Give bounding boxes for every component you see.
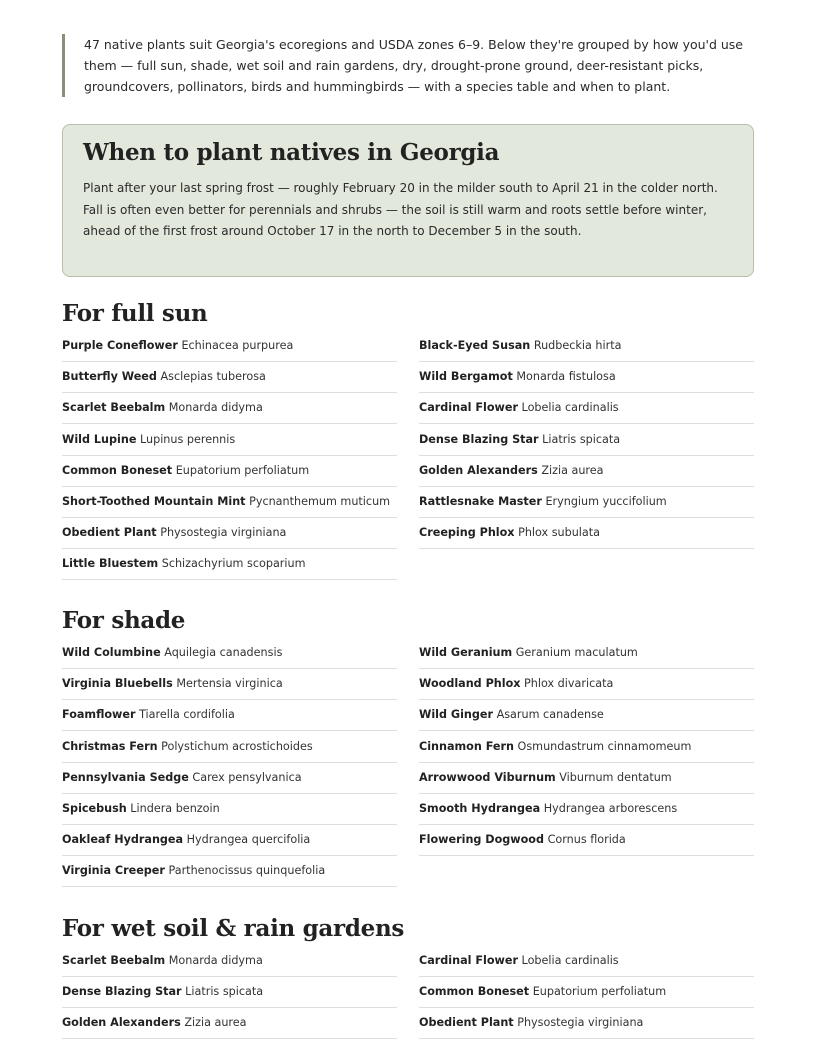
plant-scientific-name: Osmundastrum cinnamomeum — [517, 739, 692, 753]
plant-scientific-name: Geranium maculatum — [515, 646, 638, 659]
plant-common-name: Obedient Plant — [62, 526, 157, 540]
plant-scientific-name: Monarda didyma — [168, 954, 263, 967]
plant-common-name: Wild Columbine — [62, 646, 161, 659]
plant-scientific-name: Carex pensylvanica — [192, 770, 302, 784]
plant-scientific-name: Tiarella cordifolia — [139, 708, 235, 722]
plant-scientific-name: Asclepias tuberosa — [160, 370, 266, 384]
plant-list-item — [62, 394, 397, 424]
plant-common-name: Purple Coneflower — [62, 339, 178, 352]
plant-list-item — [419, 670, 754, 700]
plant-list-item — [62, 701, 397, 731]
plant-scientific-name: Zizia aurea — [541, 463, 604, 477]
section-title: For wet soil & rain gardens — [62, 915, 405, 942]
plant-list-item — [419, 701, 754, 731]
callout-title: When to plant natives in Georgia — [83, 139, 500, 166]
plant-scientific-name: Lobelia cardinalis — [521, 401, 619, 415]
plant-common-name: Christmas Fern — [62, 739, 158, 753]
plant-list-item — [62, 733, 397, 763]
plant-scientific-name: Phlox subulata — [518, 526, 601, 540]
plant-scientific-name: Hydrangea arborescens — [543, 801, 678, 815]
plant-common-name: Butterfly Weed — [62, 370, 157, 384]
plant-list-item — [419, 947, 754, 977]
plant-list-item — [62, 519, 397, 549]
plant-scientific-name: Rudbeckia hirta — [533, 339, 622, 352]
plant-scientific-name: Mertensia virginica — [176, 677, 283, 691]
plant-list-item — [62, 639, 397, 669]
plant-common-name: Black-Eyed Susan — [419, 339, 531, 352]
plant-scientific-name: Lupinus perennis — [139, 432, 236, 446]
plant-common-name: Golden Alexanders — [62, 1016, 181, 1030]
plant-common-name: Cardinal Flower — [419, 401, 518, 415]
plant-column-right — [419, 639, 754, 857]
plant-scientific-name: Cornus florida — [547, 833, 626, 847]
plant-scientific-name: Asarum canadense — [496, 708, 604, 722]
plant-common-name: Cinnamon Fern — [419, 739, 514, 753]
plant-common-name: Creeping Phlox — [419, 526, 515, 540]
plant-scientific-name: Polystichum acrostichoides — [161, 739, 313, 753]
plant-list-item — [62, 457, 397, 487]
plant-scientific-name: Eryngium yuccifolium — [545, 494, 667, 508]
plant-scientific-name: Eupatorium perfoliatum — [175, 463, 310, 477]
plant-list-item — [419, 426, 754, 456]
plant-common-name: Dense Blazing Star — [419, 432, 539, 446]
plant-list-item — [419, 332, 754, 362]
plant-scientific-name: Eupatorium perfoliatum — [532, 985, 667, 999]
plant-scientific-name: Lobelia cardinalis — [521, 954, 619, 967]
planting-time-callout — [62, 124, 754, 277]
section-full-sun — [62, 296, 754, 571]
plant-column-left — [62, 332, 397, 582]
section-shade — [62, 603, 754, 878]
callout-body: Plant after your last spring frost — roughly February 20 in the milder south to April 21 in the colder north. Fall is often even better for perennials and shrubs — the soil is still warm and roots settle before winter, ahead of the first frost around October 17 in the north to December 5 in the south. — [83, 181, 718, 238]
plant-common-name: Wild Geranium — [419, 646, 513, 659]
plant-scientific-name: Liatris spicata — [542, 432, 621, 446]
plant-list-item — [419, 733, 754, 763]
plant-scientific-name: Hydrangea quercifolia — [186, 833, 311, 847]
plant-common-name: Wild Bergamot — [419, 370, 513, 384]
plant-common-name: Virginia Bluebells — [62, 677, 173, 691]
plant-list-item — [62, 488, 397, 518]
plant-list-item — [419, 363, 754, 393]
plant-list-item — [62, 332, 397, 362]
section-title: For full sun — [62, 300, 208, 327]
intro-paragraph: 47 native plants suit Georgia's ecoregions and USDA zones 6–9. Below they're grouped by how you'd use them — full sun, shade, wet soil and rain gardens, dry, drought-prone ground, deer-resistant picks, groundcovers, pollinators, birds and hummingbirds — with a species table and when to plant. — [62, 34, 754, 97]
plant-common-name: Short-Toothed Mountain Mint — [62, 494, 246, 508]
plant-common-name: Golden Alexanders — [419, 463, 538, 477]
plant-list-item — [419, 1009, 754, 1039]
section-wet-soil — [62, 911, 754, 1030]
plant-common-name: Wild Ginger — [419, 708, 494, 722]
plant-scientific-name: Liatris spicata — [185, 985, 264, 999]
plant-scientific-name: Monarda didyma — [168, 401, 263, 415]
plant-scientific-name: Monarda fistulosa — [516, 370, 616, 384]
plant-scientific-name: Aquilegia canadensis — [164, 646, 283, 659]
plant-column-left — [62, 947, 397, 1041]
plant-common-name: Common Boneset — [419, 985, 530, 999]
plant-common-name: Arrowwood Viburnum — [419, 770, 556, 784]
plant-list-item — [62, 857, 397, 887]
plant-list-item — [419, 795, 754, 825]
plant-list-item — [62, 947, 397, 977]
plant-list-item — [62, 550, 397, 580]
plant-common-name: Oakleaf Hydrangea — [62, 833, 184, 847]
plant-list-item — [419, 826, 754, 856]
plant-list-item — [419, 519, 754, 549]
plant-scientific-name: Echinacea purpurea — [181, 339, 294, 352]
plant-list-item — [62, 978, 397, 1008]
plant-common-name: Common Boneset — [62, 463, 173, 477]
plant-common-name: Flowering Dogwood — [419, 833, 545, 847]
plant-common-name: Cardinal Flower — [419, 954, 518, 967]
plant-list-item — [419, 764, 754, 794]
plant-common-name: Pennsylvania Sedge — [62, 770, 189, 784]
plant-common-name: Virginia Creeper — [62, 864, 165, 878]
plant-common-name: Scarlet Beebalm — [62, 401, 166, 415]
plant-scientific-name: Lindera benzoin — [130, 801, 220, 815]
plant-list-item — [62, 764, 397, 794]
plant-common-name: Rattlesnake Master — [419, 494, 542, 508]
plant-column-right — [419, 332, 754, 550]
plant-scientific-name: Phlox divaricata — [524, 677, 614, 691]
plant-list-item — [62, 1009, 397, 1039]
plant-common-name: Foamflower — [62, 708, 136, 722]
plant-common-name: Little Bluestem — [62, 557, 159, 571]
plant-list-item — [62, 826, 397, 856]
plant-scientific-name: Parthenocissus quinquefolia — [168, 864, 326, 878]
plant-common-name: Scarlet Beebalm — [62, 954, 166, 967]
plant-list-item — [62, 670, 397, 700]
plant-list-item — [419, 394, 754, 424]
plant-common-name: Spicebush — [62, 801, 127, 815]
plant-list-item — [419, 639, 754, 669]
section-title: For shade — [62, 607, 186, 634]
plant-column-right — [419, 947, 754, 1041]
plant-common-name: Woodland Phlox — [419, 677, 521, 691]
plant-common-name: Obedient Plant — [419, 1016, 514, 1030]
plant-common-name: Wild Lupine — [62, 432, 137, 446]
plant-scientific-name: Zizia aurea — [184, 1016, 247, 1030]
plant-scientific-name: Physostegia virginiana — [160, 526, 287, 540]
plant-list-item — [62, 795, 397, 825]
plant-list-item — [62, 363, 397, 393]
plant-list-item — [62, 426, 397, 456]
plant-common-name: Smooth Hydrangea — [419, 801, 541, 815]
plant-scientific-name: Schizachyrium scoparium — [161, 557, 306, 571]
plant-scientific-name: Viburnum dentatum — [559, 770, 672, 784]
plant-column-left — [62, 639, 397, 889]
plant-list-item — [419, 488, 754, 518]
plant-scientific-name: Physostegia virginiana — [517, 1016, 644, 1030]
plant-scientific-name: Pycnanthemum muticum — [249, 494, 391, 508]
plant-list-item — [419, 978, 754, 1008]
plant-common-name: Dense Blazing Star — [62, 985, 182, 999]
plant-list-item — [419, 457, 754, 487]
